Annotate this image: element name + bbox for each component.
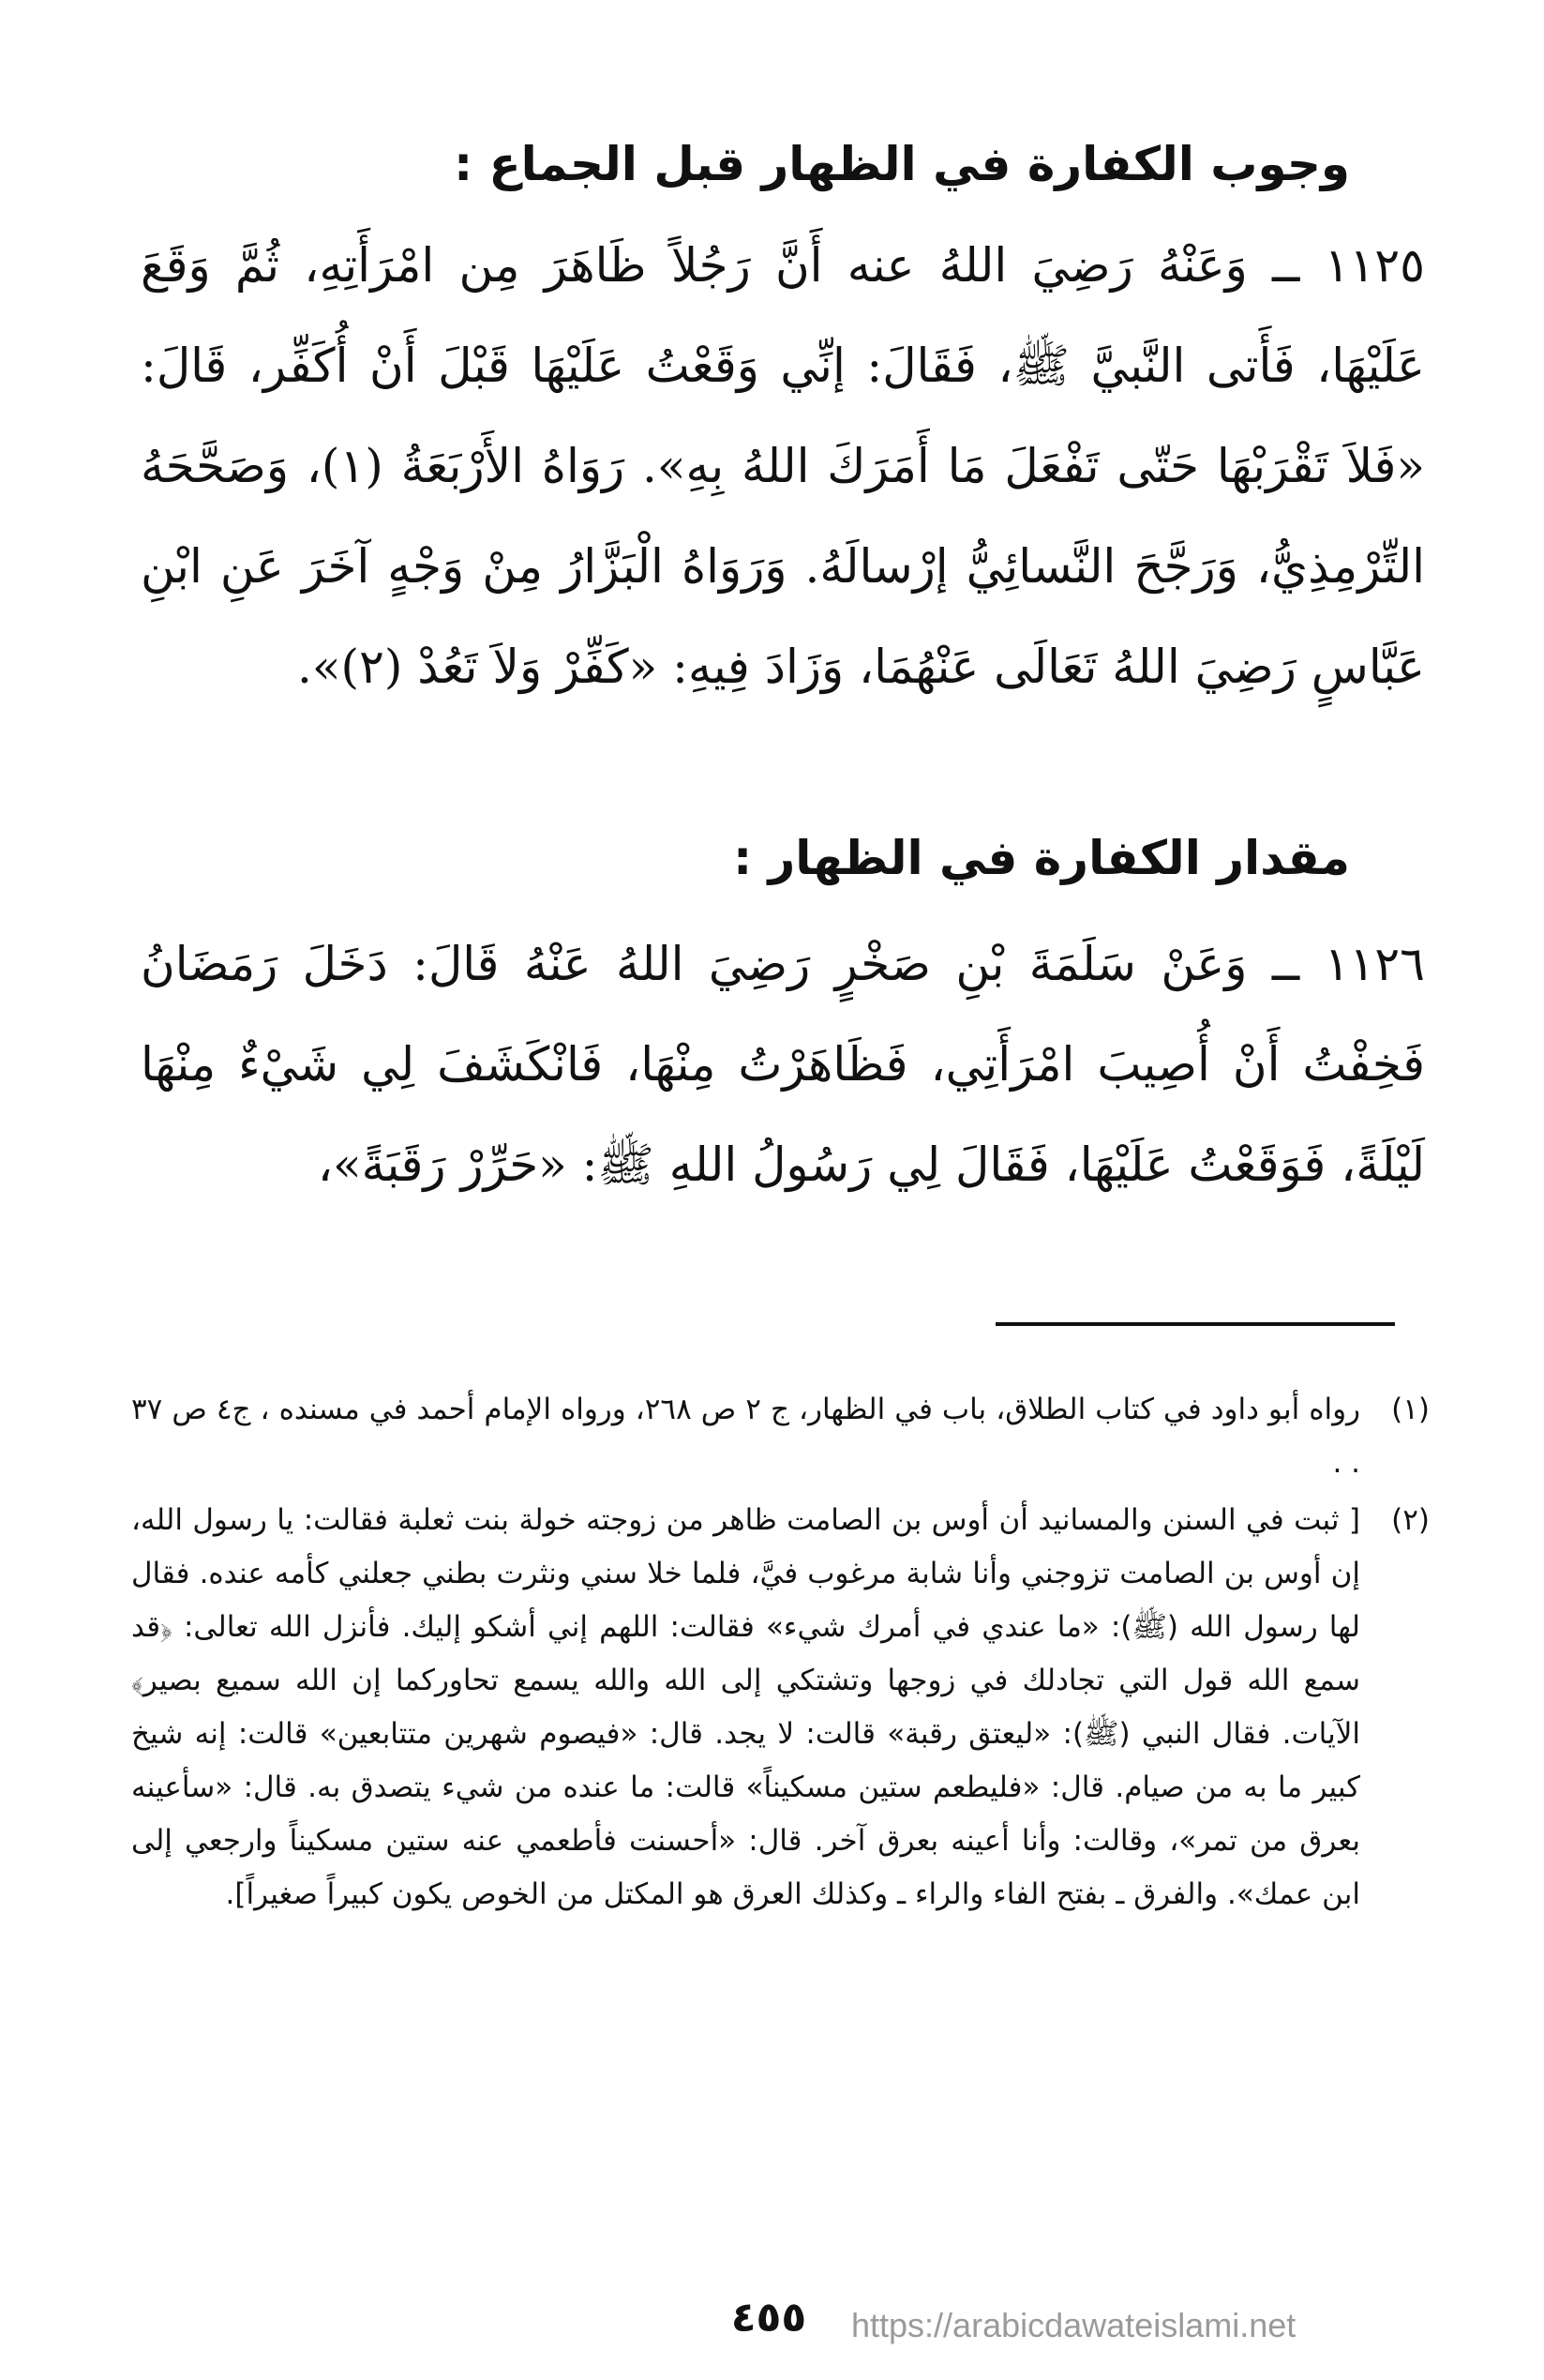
footnote-divider [996,1322,1395,1326]
footnote-marker: (٢) [1391,1503,1430,1537]
footnote-2 [131,1494,1430,1921]
section-heading-expiation-before-intercourse: وجوب الكفارة في الظهار قبل الجماع : [454,137,1350,191]
footnotes [131,1383,1430,1921]
hadith-1126: ١١٢٦ ــ وَعَنْ سَلَمَةَ بْنِ صَخْرٍ رَضِيَ اللهُ عَنْهُ قَالَ: دَخَلَ رَمَضَانُ فَخِفْتُ أَنْ أُصِيبَ امْرَأَتِي، فَظَاهَرْتُ مِنْهَا، فَانْكَشَفَ لِي شَيْءٌ مِنْهَا لَيْلَةً، فَوَقَعْتُ عَلَيْهَا، فَقَالَ لِي رَسُولُ اللهِ ﷺ: «حَرِّرْ رَقَبَةً»، [141,937,1425,1192]
footnote-text: رواه أبو داود في كتاب الطلاق، باب في الظهار، ج ٢ ص ٢٦٨، ورواه الإمام أحمد في مسنده ، ج٤ ص ٣٧ . . [131,1393,1361,1480]
footnote-1 [131,1383,1430,1490]
watermark: https://arabicdawateislami.net [851,2306,1297,2344]
section-heading-expiation-amount: مقدار الكفارة في الظهار : [733,831,1350,885]
footnote-marker: (١) [1391,1393,1430,1426]
footnote-text: [ ثبت في السنن والمسانيد أن أوس بن الصامت ظاهر من زوجته خولة بنت ثعلبة فقالت: يا رسول الله، إن أوس بن الصامت تزوجني وأنا شابة مرغوب فيَّ، فلما خلا سني ونثرت بطني جعلني كأمه عنده. فقال لها رسول الله (ﷺ): «ما عندي في أمرك شيء» فقالت: اللهم إني أشكو إليك. فأنزل الله تعالى: ﴿قد سمع الله قول التي تجادلك في زوجها وتشتكي إلى الله والله يسمع تحاوركما إن الله سميع بصير﴾ الآيات. فقال النبي (ﷺ): «ليعتق رقبة» قالت: لا يجد. قال: «فيصوم شهرين متتابعين» قالت: إنه شيخ كبير ما به من صيام. قال: «فليطعم ستين مسكيناً» قالت: ما عنده من شيء يتصدق به. قال: «سأعينه بعرق من تمر»، وقالت: وأنا أعينه بعرق آخر. قال: «أحسنت فأطعمي عنه ستين مسكيناً وارجعي إلى ابن عمك». والفرق ـ بفتح الفاء والراء ـ وكذلك العرق هو المكتل من الخوص يكون كبيراً صغيراً]. [131,1503,1360,1911]
page-number: ٤٥٥ [730,2294,807,2342]
hadith-1125: ١١٢٥ ــ وَعَنْهُ رَضِيَ اللهُ عنه أَنَّ رَجُلاً ظَاهَرَ مِن امْرَأَتِهِ، ثُمَّ وَقَعَ عَلَيْهَا، فَأَتى النَّبيَّ ﷺ، فَقَالَ: إنِّي وَقَعْتُ عَلَيْهَا قَبْلَ أَنْ أُكَفِّر، قَالَ: «فَلاَ تَقْرَبْهَا حَتّى تَفْعَلَ مَا أَمَرَكَ اللهُ بِهِ». رَوَاهُ الأَرْبَعَةُ (١)، وَصَحَّحَهُ التِّرْمِذِيُّ، وَرَجَّحَ النَّسائِيُّ إرْسالَهُ. وَرَوَاهُ الْبَزَّارُ مِنْ وَجْهٍ آخَرَ عَنِ ابْنِ عَبَّاسٍ رَضِيَ اللهُ تَعَالَى عَنْهُمَا، وَزَادَ فِيهِ: «كَفِّرْ وَلاَ تَعُدْ (٢)». [141,238,1426,694]
